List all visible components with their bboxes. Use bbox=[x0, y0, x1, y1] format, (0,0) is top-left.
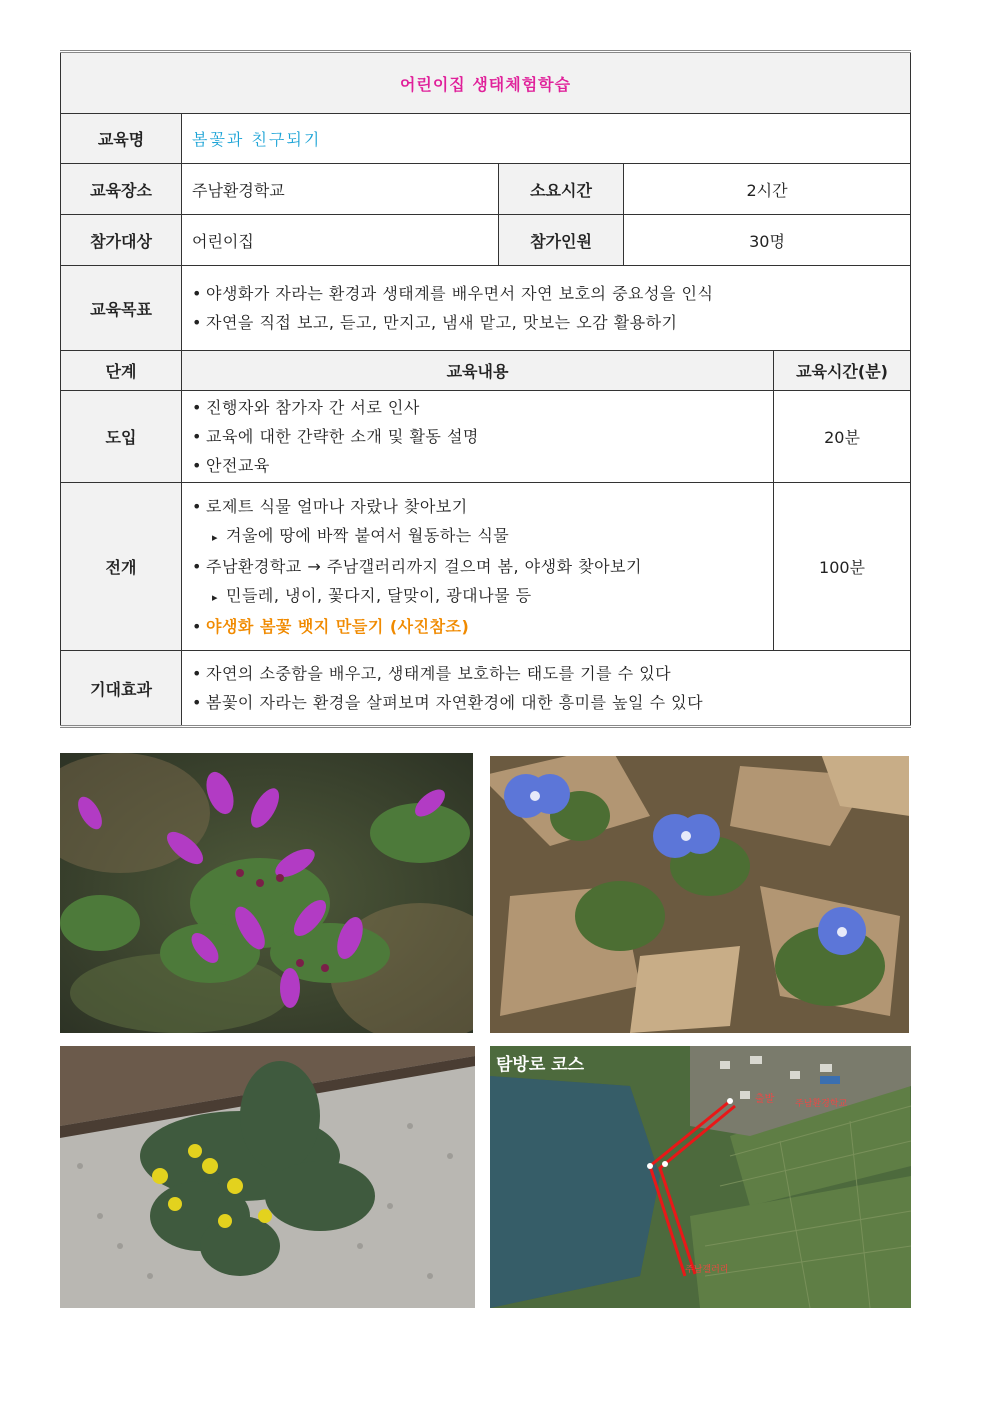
map-school-label: 주남환경학교 bbox=[795, 1099, 848, 1109]
main-item: • 주남환경학교 → 주남갤러리까지 걸으며 봄, 야생화 찾아보기 bbox=[192, 557, 642, 576]
goal-item: • 자연을 직접 보고, 듣고, 만지고, 냄새 맡고, 맛보는 오감 활용하기 bbox=[192, 313, 678, 332]
place-value: 주남환경학교 bbox=[182, 164, 499, 215]
col-time-header: 교육시간(분) bbox=[774, 351, 911, 391]
duration-value: 2시간 bbox=[624, 164, 911, 215]
main-subitem: ▸ 겨울에 땅에 바짝 붙여서 월동하는 식물 bbox=[212, 526, 510, 545]
goal-cell bbox=[182, 266, 911, 351]
lesson-plan-table bbox=[60, 50, 911, 728]
groundsel-photo bbox=[60, 1046, 475, 1308]
map-start-label: 출발 bbox=[755, 1094, 775, 1105]
page-title: 어린이집 생태체험학습 bbox=[61, 52, 911, 114]
place-label: 교육장소 bbox=[61, 164, 182, 215]
main-item: • 로제트 식물 얼마나 자랐나 찾아보기 bbox=[192, 497, 468, 516]
intro-item: • 교육에 대한 간략한 소개 및 활동 설명 bbox=[192, 427, 479, 446]
col-stage-header: 단계 bbox=[61, 351, 182, 391]
henbit-photo bbox=[60, 753, 473, 1033]
col-content-header: 교육내용 bbox=[182, 351, 774, 391]
duration-label: 소요시간 bbox=[499, 164, 624, 215]
lesson-plan-sheet bbox=[60, 50, 910, 728]
map-gallery-label: 주남갤러리 bbox=[685, 1265, 729, 1275]
effect-item: • 봄꽃이 자라는 환경을 살펴보며 자연환경에 대한 흥미를 높일 수 있다 bbox=[192, 693, 704, 712]
effect-content bbox=[182, 651, 911, 727]
intro-stage: 도입 bbox=[61, 391, 182, 483]
speedwell-photo bbox=[490, 756, 909, 1033]
route-map-photo bbox=[490, 1046, 911, 1308]
count-label: 참가인원 bbox=[499, 215, 624, 266]
intro-time: 20분 bbox=[774, 391, 911, 483]
goal-label: 교육목표 bbox=[61, 266, 182, 351]
photo-grid bbox=[60, 753, 910, 1313]
intro-item: • 진행자와 참가자 간 서로 인사 bbox=[192, 398, 420, 417]
main-stage: 전개 bbox=[61, 483, 182, 651]
intro-content bbox=[182, 391, 774, 483]
count-value: 30명 bbox=[624, 215, 911, 266]
intro-item: • 안전교육 bbox=[192, 456, 270, 475]
effect-stage: 기대효과 bbox=[61, 651, 182, 727]
main-subitem: ▸ 민들레, 냉이, 꽃다지, 달맞이, 광대나물 등 bbox=[212, 586, 532, 605]
main-content bbox=[182, 483, 774, 651]
goal-item: • 야생화가 자라는 환경과 생태계를 배우면서 자연 보호의 중요성을 인식 bbox=[192, 284, 714, 303]
map-title: 탐방로 코스 bbox=[496, 1055, 585, 1075]
target-label: 참가대상 bbox=[61, 215, 182, 266]
target-value: 어린이집 bbox=[182, 215, 499, 266]
effect-item: • 자연의 소중함을 배우고, 생태계를 보호하는 태도를 기를 수 있다 bbox=[192, 664, 672, 683]
course-name: 봄꽃과 친구되기 bbox=[182, 114, 911, 164]
course-label: 교육명 bbox=[61, 114, 182, 164]
main-time: 100분 bbox=[774, 483, 911, 651]
main-item-highlight: • 야생화 봄꽃 뱃지 만들기 (사진참조) bbox=[192, 617, 470, 636]
